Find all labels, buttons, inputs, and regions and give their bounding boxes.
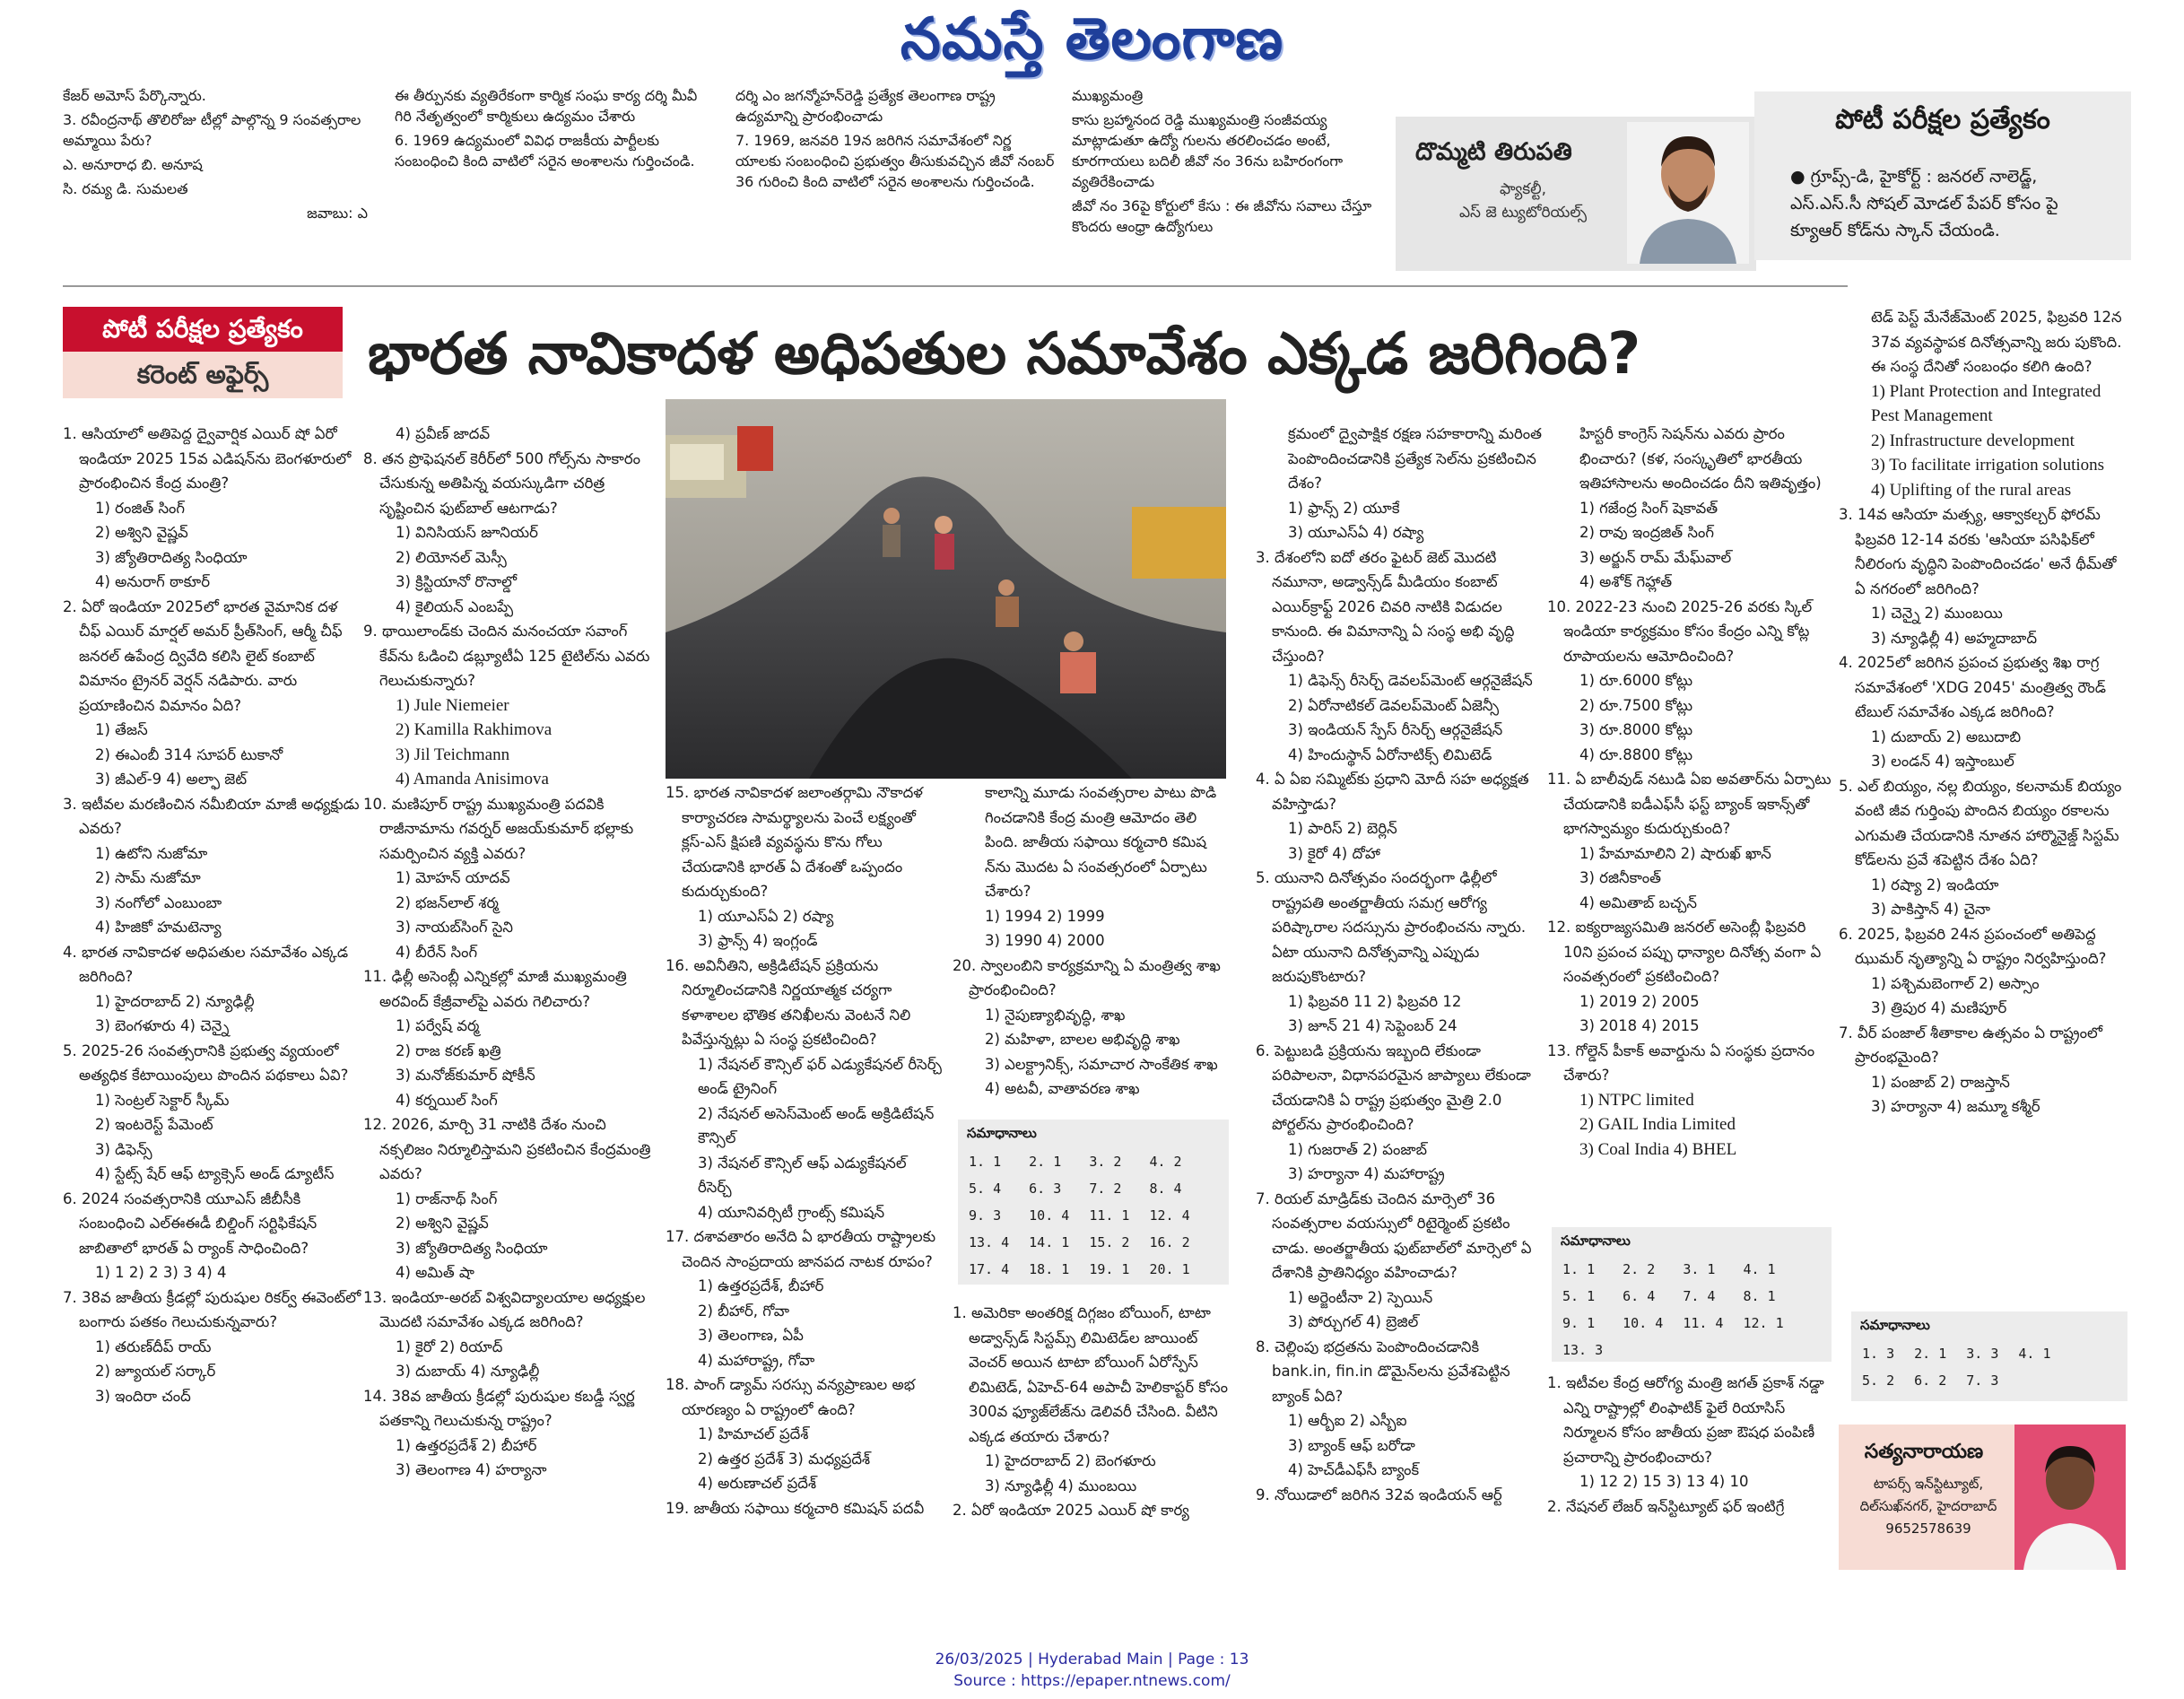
question-column-2 <box>363 422 664 1570</box>
option-text: 1) అర్జెంటీనా 2) స్పెయిన్ <box>1288 1288 1433 1306</box>
strip-text: 3. రవీంద్రనాథ్ తొలిరోజు టీల్లో పాల్గొన్న 9 సంవత్సరాల అమ్మాయి పేరు? <box>63 111 361 149</box>
option-text: టెడ్ పెస్ట్ మేనేజ్‌మెంట్ 2025, ఫిబ్రవరి 12న 37వ వ్యవస్థాపక దినోత్సవాన్ని జరు పుకొంది. ఈ సంస్థ దేనితో సంబంధం కలిగి ఉంది? <box>1871 309 2122 375</box>
option-text: 2) బీహార్, గోవా <box>698 1302 790 1320</box>
option-text: 3) హర్యానా 4) జమ్మూ కశ్మీర్ <box>1871 1098 2040 1115</box>
question-text: 6. పెట్టుబడి ప్రక్రియను ఇబ్బంది లేకుండా పరిపాలనా, విధానపరమైన జాప్యాలు లేకుండా చేయడానికి ఏ రాష్ట్ర ప్రభుత్వం మైత్రి 2.0 పోర్టల్‌ను ప్రారంభించింది? <box>1256 1041 1531 1133</box>
contributor-name: సత్యనారాయణ <box>1864 1441 1984 1463</box>
option-text: 4) బీరేన్ సింగ్ <box>396 943 478 961</box>
question-text: 6. 2025, ఫిబ్రవరి 24న ప్రపంచంలో అతిపెద్ద ఝుమర్ నృత్యాన్ని ఏ రాష్ట్రం నిర్వహిస్తుంది? <box>1839 925 2107 967</box>
option-text: 3) మనోజ్‌కుమార్ షోకీన్ <box>396 1067 535 1084</box>
option-text: 1) నైపుణ్యాభివృద్ధి, శాఖ <box>985 1006 1126 1024</box>
option-text: 4) అశోక్ గెహ్లాత్ <box>1579 573 1673 590</box>
answers-title: సమాధానాలు <box>967 1125 1037 1141</box>
answer-cell: 8. 1 <box>1743 1288 1776 1304</box>
source-url: Source : https://epaper.ntnews.com/ <box>953 1672 1231 1690</box>
answer-cell: 5. 1 <box>1562 1288 1596 1304</box>
answer-cell: 18. 1 <box>1029 1261 1070 1277</box>
option-text: 1) గుజరాత్ 2) పంజాబ్ <box>1288 1140 1428 1158</box>
option-text: 4) మహారాష్ట్ర, గోవా <box>698 1351 815 1369</box>
option-text: 3) పాకిస్తాన్ 4) చైనా <box>1871 901 1991 918</box>
answers-title: సమాధానాలు <box>1860 1317 1930 1333</box>
option-text: 1) పంజాబ్ 2) రాజస్తాన్ <box>1871 1073 2010 1091</box>
option-text: 3) నాయబ్‌సింగ్ సైని <box>396 919 513 936</box>
option-text: 1) దుబాయ్ 2) అబుదాబి <box>1871 728 2022 745</box>
answers-box-3 <box>1851 1311 2127 1401</box>
question-text: 18. పాంగ్ డ్యామ్ సరస్సు వన్యప్రాణుల అభ యారణ్యం ఏ రాష్ట్రంలో ఉంది? <box>666 1376 916 1418</box>
answer-cell: 10. 4 <box>1029 1207 1070 1224</box>
option-text: 4) స్టేట్స్ షేర్ ఆఫ్ ట్యాక్సెస్ అండ్ డ్యూటీస్ <box>95 1165 335 1182</box>
answer-cell: 3. 2 <box>1089 1154 1122 1170</box>
answer-cell: 20. 1 <box>1149 1261 1190 1277</box>
question-text: 15. భారత నావికాదళ జలాంతర్గామి నౌకాదళ కార్యాచరణ సామర్థ్యాలను పెంచే లక్ష్యంతో క్లస్-ఎస్ క్షిపణి వ్యవస్థను కొను గోలు చేయడానికి భారత్ ఏ దేశంతో ఒప్పందం కుదుర్చుకుంది? <box>666 784 923 900</box>
option-text: 2) జ్యూయల్ సర్కార్ <box>95 1363 216 1380</box>
option-text: 3) ఫ్రాన్స్ 4) ఇంగ్లండ్ <box>698 932 818 949</box>
option-text: 3) Coal India 4) BHEL <box>1579 1139 1737 1159</box>
option-text: 2) అశ్విని వైష్ణవ్ <box>396 1215 489 1232</box>
option-text: 2) సామ్ నుజోమా <box>95 869 201 886</box>
option-text: 4) హిజికో హమటెన్యా <box>95 919 222 936</box>
contributor-photo <box>2014 1425 2126 1570</box>
option-text: 1) 1994 2) 1999 <box>985 907 1105 925</box>
newspaper-title: నమస్తే తెలంగాణ <box>900 5 1284 73</box>
author-name: దొమ్మటి తిరుపతి <box>1415 138 1572 166</box>
option-text: 2) రాజ కరణ్ ఖత్రి <box>396 1041 501 1059</box>
option-text: 4) అటవీ, వాతావరణ శాఖ <box>985 1080 1140 1097</box>
option-text: 4) యూనివర్సిటీ గ్రాంట్స్ కమిషన్ <box>698 1203 885 1221</box>
answer-cell: 16. 2 <box>1149 1234 1190 1250</box>
option-text: 3) తెలంగాణ 4) హర్యానా <box>396 1461 547 1478</box>
question-text: 2. ఏరో ఇండియా 2025లో భారత వైమానిక దళ చీఫ్ ఎయిర్ మార్షల్ అమర్ ప్రీత్‌సింగ్, ఆర్మీ చీఫ్ జనరల్ ఉపేంద్ర ద్వివేది కలిసి లైట్ కంబాట్ విమానం ట్రైనర్ వెర్షన్ నడిపారు. వారు ప్రయాణించిన విమానం ఏది? <box>63 597 343 714</box>
option-text: 4) అమితాబ్ బచ్చన్ <box>1579 893 1697 911</box>
contributor-details <box>1839 1473 2018 1540</box>
answer-cell: 13. 3 <box>1562 1342 1604 1358</box>
option-text: 4) అరుణాచల్ ప్రదేశ్ <box>698 1475 817 1492</box>
option-text: 2) అశ్విని వైష్ణవ్ <box>95 524 188 541</box>
question-text: 17. దశావతారం అనేది ఏ భారతీయ రాష్ట్రాలకు చెందిన సాంప్రదాయ జానపద నాటక రూపం? <box>666 1228 936 1270</box>
answers-row <box>965 1256 1206 1283</box>
option-text: 3) ఇండియన్ స్పేస్ రీసెర్చ్ ఆర్గనైజేషన్ <box>1288 721 1503 738</box>
option-text: హిస్టరీ కాంగ్రెస్ సెషన్‌ను ఎవరు ప్రారం భించారు? (కళ, సంస్కృతిలో భారతీయ ఇతిహాసాలను అందించడం దీని ఇతివృత్తం) <box>1579 425 1822 492</box>
question-text: 5. ఎల్ బియ్యం, నల్ల బియ్యం, కలనామక్ బియ్యం వంటి జీవ గుర్తింపు పొందిన బియ్యం రకాలను ఎగుమతి చేయడానికి నూతన హార్మొనైజ్డ్ సిస్టమ్ కోడ్‌లను ప్రవే శపెట్టిన దేశం ఏది? <box>1839 777 2122 868</box>
answers-row <box>1559 1310 1800 1337</box>
answer-cell: 7. 4 <box>1683 1288 1716 1304</box>
option-text: 2) లియోనల్ మెస్సీ <box>396 548 507 566</box>
author-box <box>1396 117 1756 271</box>
answer-cell: 19. 1 <box>1089 1261 1130 1277</box>
question-text: 19. జాతీయ సఫాయి కర్మచారి కమిషన్ పదవీ <box>666 1499 925 1517</box>
option-text: 1) NTPC limited <box>1579 1090 1694 1110</box>
option-text: 3) న్యూఢిల్లీ 4) అహ్మదాబాద్ <box>1871 629 2038 647</box>
option-text: 2) ఏరోనాటికల్ డెవలప్‌మెంట్ ఏజెన్సీ <box>1288 696 1500 714</box>
answer-cell: 5. 2 <box>1862 1372 1895 1389</box>
page-footer <box>0 1649 2184 1692</box>
question-text: 10. 2022-23 నుంచి 2025-26 వరకు స్కిల్ ఇండియా కార్యక్రమం కోసం కేంద్రం ఎన్ని కోట్ల రూపాయలను ఆమోదించింది? <box>1547 597 1813 665</box>
option-text: 3) బెంగళూరు 4) చెన్నై <box>95 1017 230 1034</box>
option-text: 2) ఉత్తర ప్రదేశ్ 3) మధ్యప్రదేశ్ <box>698 1450 871 1468</box>
question-text: 1. ఆసియాలో అతిపెద్ద ద్వైవార్షిక ఎయిర్ షో ఏరో ఇండియా 2025 15వ ఎడిషన్‌ను బెంగళూరులో ప్రారంభించిన కేంద్ర మంత్రి? <box>63 425 352 492</box>
author-details <box>1415 178 1631 224</box>
option-text: 1) ఆర్బీఐ 2) ఎస్బీఐ <box>1288 1412 1407 1429</box>
option-text: 1) ఫిబ్రవరి 11 2) ఫిబ్రవరి 12 <box>1288 992 1462 1010</box>
answer-cell: 4. 1 <box>1743 1261 1776 1277</box>
answers-table <box>1858 1340 2067 1394</box>
option-text: 3) రూ.8000 కోట్లు <box>1579 721 1693 738</box>
answer-cell <box>1739 1337 1799 1364</box>
option-text: 2) ఇంటరెస్ట్ పేమెంట్ <box>95 1116 213 1133</box>
question-column-3 <box>666 780 944 1570</box>
question-text: 3. ఇటీవల మరణించిన నమీబియా మాజీ అధ్యక్షుడు ఎవరు? <box>63 795 360 837</box>
question-text: 13. గోల్డెన్ పీకాక్ అవార్డును ఏ సంస్థకు ప్రదానం చేశారు? <box>1547 1041 1815 1084</box>
question-text: 10. మణిపూర్ రాష్ట్ర ముఖ్యమంత్రి పదవికి రాజీనామాను గవర్నర్ అజయ్‌కుమార్ భల్లాకు సమర్పించిన వ్యక్తి ఎవరు? <box>363 795 634 862</box>
strip-text: కేజర్ అమోస్ పేర్కొన్నారు. <box>63 87 206 104</box>
answers-row <box>965 1202 1206 1229</box>
question-text: 7. రియల్ మాడ్రిడ్‌కు చెందిన మార్సెలో 36 సంవత్సరాల వయస్సులో రిటైర్మెంట్ ప్రకటిం చాడు. అంతర్జాతీయ ఫుట్‌బాల్‌లో మార్సెలో ఏ దేశానికి ప్రాతినిధ్యం వహించాడు? <box>1256 1189 1532 1281</box>
option-text: 3) జీఎల్-9 4) అల్ఫా జెట్ <box>95 771 248 788</box>
option-text: 4) కర్నయిల్ సింగ్ <box>396 1091 498 1109</box>
strip-text: ముఖ్యమంత్రి <box>1072 87 1144 104</box>
answer-cell: 2. 2 <box>1623 1261 1656 1277</box>
author-org: ఎస్ జె ట్యుటోరియల్స్ <box>1458 204 1588 222</box>
question-text: 2. నేషనల్ లేజర్ ఇన్‌స్టిట్యూట్ ఫర్ ఇంటిగ్రే <box>1547 1497 1785 1515</box>
option-text: 1) 1 2) 2 3) 3 4) 4 <box>95 1264 227 1281</box>
answer-cell: 9. 1 <box>1562 1315 1596 1331</box>
option-text: 3) డిఫెన్స్ <box>95 1140 152 1158</box>
promo-box <box>1754 91 2131 260</box>
answers-table <box>1559 1256 1800 1364</box>
answer-cell: 2. 1 <box>1914 1346 1947 1362</box>
option-text: 2) భజన్‌లాల్ శర్మ <box>396 893 499 911</box>
option-text: 2) ఈఎంబీ 314 సూపర్ టుకానో <box>95 745 283 763</box>
option-text: 1) నేషనల్ కౌన్సిల్ ఫర్ ఎడ్యుకేషనల్ రీసెర్చ్ అండ్ ట్రైనింగ్ <box>698 1055 942 1097</box>
option-text: 1) యూఎస్ఏ 2) రష్యా <box>698 907 834 925</box>
answers-box-2 <box>1552 1227 1832 1362</box>
question-text: 1. ఇటీవల కేంద్ర ఆరోగ్య మంత్రి జగత్ ప్రకాశ్ నడ్డా ఎన్ని రాష్ట్రాల్లో లింఫాటిక్ ఫైలే రియాసిస్ నిర్మూలన కోసం జాతీయ ప్రజా ఔషధ పంపిణీ ప్రచారాన్ని ప్రారంభించారు? <box>1547 1374 1824 1466</box>
question-text: 13. ఇండియా-అరబ్ విశ్వవిద్యాలయాల అధ్యక్షుల మొదటి సమావేశం ఎక్కడ జరిగింది? <box>363 1288 646 1330</box>
author-role: ఫ్యాకల్టీ, <box>1499 180 1547 198</box>
option-text: 4) Uplifting of the rural areas <box>1871 480 2072 500</box>
option-text: 1) తేజస్ <box>95 721 148 738</box>
option-text: 1) డిఫెన్స్ రీసెర్చ్ డెవలప్‌మెంట్ ఆర్గనైజేషన్ <box>1288 672 1533 689</box>
question-text: 20. స్వాలంబిని కార్యక్రమాన్ని ఏ మంత్రిత్వ శాఖ ప్రారంభించింది? <box>953 956 1221 998</box>
option-text: 1) మోహన్ యాదవ్ <box>396 869 510 886</box>
answer-cell: 12. 4 <box>1149 1207 1190 1224</box>
option-text: 3) ఎలక్ట్రానిక్స్, సమాచార సాంకేతిక శాఖ <box>985 1055 1218 1073</box>
option-text: 1) రంజిత్ సింగ్ <box>95 499 186 517</box>
answers-row <box>1559 1256 1800 1283</box>
question-text: 11. ఢిల్లీ అసెంబ్లీ ఎన్నికల్లో మాజీ ముఖ్యమంత్రి అరవింద్ కేజ్రీవాల్‌పై ఎవరు గెలిచారు? <box>363 968 627 1010</box>
answer-cell <box>2014 1367 2067 1394</box>
option-text: 1) కైరో 2) రియాద్ <box>396 1337 503 1355</box>
option-text: 3) కైరో 4) దోహా <box>1288 844 1380 862</box>
answer-cell: 13. 4 <box>969 1234 1010 1250</box>
strip-text: సి. రమ్య డి. సుమలత <box>63 180 188 197</box>
question-text: 7. వీర్ పంజాల్ శీతాకాల ఉత్సవం ఏ రాష్ట్రంలో ప్రారంభమైంది? <box>1839 1024 2102 1066</box>
question-text: 7. 38వ జాతీయ క్రీడల్లో పురుషుల రికర్వ్ ఈవెంట్‌లో బంగారు పతకం గెలుచుకున్నవారు? <box>63 1288 361 1330</box>
answer-cell: 8. 4 <box>1149 1181 1182 1197</box>
strip-text: జీవో నం 36పై కోర్టులో కేసు : ఈ జీవోను సవాలు చేస్తూ కొందరు ఆంధ్రా ఉద్యోగులు <box>1072 197 1372 235</box>
option-text: 3) అర్జున్ రామ్ మేఘ్‌వాల్ <box>1579 548 1732 566</box>
answers-row <box>1559 1337 1800 1364</box>
option-text: 1) రూ.6000 కోట్లు <box>1579 672 1693 689</box>
answer-cell: 5. 4 <box>969 1181 1002 1197</box>
question-text: 2. ఏరో ఇండియా 2025 ఎయిర్ షో కార్య <box>953 1502 1189 1519</box>
option-text: 3) హర్యానా 4) మహారాష్ట్ర <box>1288 1165 1445 1182</box>
answer-cell: 4. 2 <box>1149 1154 1182 1170</box>
option-text: కాలాన్ని మూడు సంవత్సరాల పాటు పొడి గించడానికి కేంద్ర మంత్రి ఆమోదం తెలి పింది. జాతీయ సఫాయి కర్మచారి కమిష న్‌ను మొదట ఏ సంవత్సరంలో ఏర్పాటు చేశారు? <box>985 784 1217 900</box>
divider <box>63 285 1848 287</box>
option-text: 1) ఉటోని నుజోమా <box>95 844 208 862</box>
promo-title: పోటీ పరీక్షల ప్రత్యేకం <box>1835 104 2050 135</box>
option-text: 1) ఉత్తరప్రదేశ్, బీహార్ <box>698 1277 824 1294</box>
question-text: 8. చెల్లింపు భద్రతను పెంపొందించడానికి bank.in, fin.in డొమైన్‌లను ప్రవేశపెట్టిన బ్యాంక్ ఏది? <box>1256 1337 1510 1405</box>
option-text: 4) రూ.8800 కోట్లు <box>1579 745 1693 763</box>
option-text: 2) Infrastructure development <box>1871 431 2075 450</box>
answer-cell: 11. 1 <box>1089 1207 1130 1224</box>
answer-cell: 10. 4 <box>1623 1315 1664 1331</box>
option-text: 4) హెచ్‌డీఎఫ్‌సీ బ్యాంక్ <box>1288 1461 1420 1478</box>
answer-cell: 1. 1 <box>1562 1261 1596 1277</box>
option-text: 2) మహిళా, బాలల అభివృద్ధి శాఖ <box>985 1031 1180 1048</box>
option-text: 3) జూన్ 21 4) సెప్టెంబర్ 24 <box>1288 1017 1457 1034</box>
option-text: 3) జ్యోతిరాదిత్య సింధియా <box>95 548 248 566</box>
question-text: 8. తన ప్రొఫెషనల్ కెరీర్‌లో 500 గోల్స్‌ను సాకారం చేసుకున్న అతిపిన్న వయస్కుడిగా చరిత్ర సృష్టించిన ఫుట్‌బాల్ ఆటగాడు? <box>363 449 640 517</box>
option-text: 1) సెంట్రల్ సెక్టార్ స్కీమ్ <box>95 1091 230 1109</box>
strip-col-3 <box>735 85 1058 269</box>
strip-text: జవాబు: ఎ <box>307 205 368 222</box>
question-text: 3. 14వ ఆసియా మత్స్య, ఆక్వాకల్చర్ ఫోరమ్ ఫిబ్రవరి 12-14 వరకు 'ఆసియా పసిఫిక్‌లో నీలిరంగు వృద్ధిని పెంపొందించడం' అనే థీమ్‌తో ఏ నగరంలో జరిగింది? <box>1839 506 2117 597</box>
answer-cell: 9. 3 <box>969 1207 1002 1224</box>
option-text: 3) న్యూఢిల్లీ 4) ముంబయి <box>985 1477 1137 1494</box>
option-text: 2) రూ.7500 కోట్లు <box>1579 696 1693 714</box>
contributor-box <box>1839 1425 2126 1570</box>
option-text: 1) పారిస్ 2) బెర్లిన్ <box>1288 820 1397 837</box>
option-text: 4) Amanda Anisimova <box>396 770 549 789</box>
strip-text: ఈ తీర్పునకు వ్యతిరేకంగా కార్మిక సంఘ కార్య దర్శి మీవీ గిరి నేతృత్వంలో కార్మికులు ఉద్యమం చేశారు <box>395 87 698 125</box>
option-text: 1) హైదరాబాద్ 2) న్యూఢిల్లీ <box>95 992 255 1010</box>
option-text: 1) గజేంద్ర సింగ్ షెకావత్ <box>1579 499 1718 517</box>
option-text: 3) బ్యాంక్ ఆఫ్ బరోడా <box>1288 1436 1415 1454</box>
option-text: 3) యూఎస్ఏ 4) రష్యా <box>1288 524 1424 541</box>
masthead <box>0 0 2184 85</box>
option-text: 3) తెలంగాణ, ఏపీ <box>698 1327 804 1344</box>
question-text: 14. 38వ జాతీయ క్రీడల్లో పురుషుల కబడ్డీ స్వర్ణ పతకాన్ని గెలుచుకున్న రాష్ట్రం? <box>363 1387 635 1429</box>
question-text: 11. ఏ బాలీవుడ్ నటుడి ఏఐ అవతార్‌ను ఏర్పాటు చేయడానికి ఐడీఎఫ్‌సీ ఫస్ట్ బ్యాంక్ ఇకాన్స్‌తో భాగస్వామ్యం కుదుర్చుకుంది? <box>1547 771 1832 837</box>
answers-row <box>1559 1283 1800 1310</box>
question-text: 4. భారత నావికాదళ అధిపతుల సమావేశం ఎక్కడ జరిగింది? <box>63 943 349 985</box>
option-text: 1) Plant Protection and Integrated Pest Management <box>1871 381 2101 425</box>
option-text: 3) ఇందిరా చంద్ <box>95 1387 191 1405</box>
answers-row <box>965 1175 1206 1202</box>
question-text: 6. 2024 సంవత్సరానికి యూఎస్ జీబీసీకి సంబంధించి ఎల్ఈఈడీ బిల్డింగ్ సర్టిఫికేషన్ జాబితాలో భారత్ ఏ ర్యాంక్ సాధించింది? <box>63 1189 318 1257</box>
option-text: 1) పర్వేష్ వర్మ <box>396 1017 480 1034</box>
question-text: 4. ఏ ఏఐ సమ్మిట్‌కు ప్రధాని మోదీ సహ అధ్యక్షత వహిస్తాడు? <box>1256 771 1529 813</box>
answer-cell: 7. 3 <box>1966 1372 1999 1389</box>
answer-cell: 11. 4 <box>1683 1315 1724 1331</box>
option-text: 1) ఫ్రాన్స్ 2) యూకే <box>1288 499 1400 517</box>
option-text: 1) వినిసియస్ జూనియర్ <box>396 524 538 541</box>
option-text: 2) రావు ఇంద్రజిత్ సింగ్ <box>1579 524 1714 541</box>
option-text: 3) జ్యోతిరాదిత్య సింధియా <box>396 1239 548 1257</box>
strip-col-4 <box>1072 85 1386 269</box>
answer-cell: 17. 4 <box>969 1261 1010 1277</box>
question-text: 12. 2026, మార్చి 31 నాటికి దేశం నుంచి నక్సలిజం నిర్మూలిస్తామని ప్రకటించిన కేంద్రమంత్రి ఎవరు? <box>363 1116 651 1182</box>
option-text: 3) 2018 4) 2015 <box>1579 1017 1700 1034</box>
option-text: 1) హైదరాబాద్ 2) బెంగళూరు <box>985 1452 1156 1469</box>
question-text: 16. అవినీతిని, అక్రిడిటేషన్ ప్రక్రియను నిర్మూలించడానికి నిర్ణయాత్మక చర్యగా కళాశాలల భౌతిక తనిఖీలను వెంటనే నిలి పివేస్తున్నట్లు ఏ సంస్థ ప్రకటించింది? <box>666 956 911 1048</box>
question-column-1 <box>63 422 363 1570</box>
strip-col-2 <box>395 85 718 269</box>
headline: భారత నావికాదళ అధిపతుల సమావేశం ఎక్కడ జరిగింది? <box>368 321 1641 388</box>
contributor-phone: 9652578639 <box>1885 1520 1971 1537</box>
answer-cell <box>1679 1337 1739 1364</box>
answer-cell <box>1619 1337 1679 1364</box>
option-text: 1) రాజ్‌నాథ్ సింగ్ <box>396 1189 498 1207</box>
question-column-5 <box>1256 422 1543 1570</box>
answer-cell: 1. 3 <box>1862 1346 1895 1362</box>
option-text: 2) GAIL India Limited <box>1579 1115 1736 1134</box>
option-text: 3) నేషనల్ కౌన్సిల్ ఆఫ్ ఎడ్యుకేషనల్ రీసెర్చ్ <box>698 1154 907 1196</box>
question-text: 3. దేశంలోని ఐదో తరం ఫైటర్ జెట్ మొదటి నమూనా, అడ్వాన్స్‌డ్ మీడియం కంబాట్ ఎయిర్‌క్రాఫ్ట్ 2026 చివరి నాటికి విడుదల కానుంది. ఈ విమానాన్ని ఏ సంస్థ అభి వృద్ధి చేస్తుంది? <box>1256 548 1515 665</box>
option-text: 3) లండన్ 4) ఇస్తాంబుల్ <box>1871 753 2014 770</box>
option-text: 3) రజినీకాంత్ <box>1579 869 1661 886</box>
answers-row <box>1858 1340 2067 1367</box>
option-text: 1) రష్యా 2) ఇండియా <box>1871 876 1999 893</box>
section-subtag: కరెంట్ అఫైర్స్ <box>63 352 343 398</box>
option-text: 3) నంగోలో ఎంబుంబా <box>95 893 222 911</box>
answers-row <box>1858 1367 2067 1394</box>
promo-text: ● గ్రూప్స్-డి, హైకోర్ట్ : జనరల్ నాలెడ్జ్, ఎస్.ఎస్.సీ సోషల్ మోడల్ పేపర్ కోసం పై క్యూఆర్ కోడ్‌ను స్కాన్ చేయండి. <box>1790 167 2058 240</box>
question-column-7 <box>1839 305 2130 1305</box>
question-text: 4. 2025లో జరిగిన ప్రపంచ ప్రభుత్వ శిఖ రాగ్ర సమావేశంలో 'XDG 2045' మంత్రిత్వ రౌండ్ టేబుల్ సమావేశం ఎక్కడ జరిగింది? <box>1839 654 2107 720</box>
question-text: 9. నోయిడాలో జరిగిన 32వ ఇండియన్ ఆర్ట్ <box>1256 1486 1502 1503</box>
option-text: 1) హిమాచల్ ప్రదేశ్ <box>698 1425 809 1442</box>
answer-cell: 6. 4 <box>1623 1288 1656 1304</box>
question-text: 9. థాయిలాండ్‌కు చెందిన మనంచయా సవాంగ్ కేవ్‌ను ఓడించి డబ్ల్యూటీఏ 125 టైటిల్‌ను ఎవరు గెలుచుకున్నారు? <box>363 623 650 689</box>
option-text: 2) నేషనల్ అసెస్‌మెంట్ అండ్ అక్రిడిటేషన్ కౌన్సిల్ <box>698 1104 935 1146</box>
option-text: 3) 1990 4) 2000 <box>985 932 1105 949</box>
option-text: 1) పశ్చిమబెంగాల్ 2) అస్సాం <box>1871 974 2040 992</box>
strip-text: ఎ. అనూరాధ బి. అనూష <box>63 156 203 173</box>
section-tag: పోటీ పరీక్షల ప్రత్యేకం <box>63 307 343 352</box>
edition-info: 26/03/2025 | Hyderabad Main | Page : 13 <box>935 1651 1249 1669</box>
option-text: 1) 12 2) 15 3) 13 4) 10 <box>1579 1473 1749 1490</box>
option-text: 4) అనురాగ్ ఠాకూర్ <box>95 573 210 590</box>
question-text: 5. యునాని దినోత్సవం సందర్భంగా ఢిల్లీలో రాష్ట్రపతి అంతర్జాతీయ సమగ్ర ఆరోగ్య పరిష్కారాల సదస్సును ప్రారంభించను న్నారు. ఏటా యునాని దినోత్సవాన్ని ఎప్పుడు జరుపుకొంటారు? <box>1256 869 1527 985</box>
question-column-4-bottom <box>953 1301 1231 1570</box>
answer-cell: 14. 1 <box>1029 1234 1070 1250</box>
answer-cell: 6. 2 <box>1914 1372 1947 1389</box>
option-text: 4) హిందుస్థాన్ ఏరోనాటిక్స్ లిమిటెడ్ <box>1288 745 1492 763</box>
option-text: 4) ప్రవీణ్ జాదవ్ <box>396 425 491 442</box>
option-text: 1) హేమామాలిని 2) షారుఖ్ ఖాన్ <box>1579 844 1771 862</box>
question-column-6 <box>1547 422 1834 1229</box>
strip-text: దర్శి ఎం జగన్మోహన్‌రెడ్డి ప్రత్యేక తెలంగాణ రాష్ట్ర ఉద్యమాన్ని ప్రారంభించాడు <box>735 87 996 125</box>
option-text: 1) చెన్నై 2) ముంబయి <box>1871 605 2003 622</box>
option-text: 3) పోర్చుగల్ 4) బ్రెజిల్ <box>1288 1313 1419 1330</box>
coal-workers-photo <box>666 399 1226 779</box>
question-text: 1. అమెరికా అంతరిక్ష దిగ్గజం బోయింగ్, టాటా అడ్వాన్స్‌డ్ సిస్టమ్స్ లిమిటెడ్‌ల జాయింట్ వెంచర్ అయిన టాటా బోయింగ్ ఏరోస్పేస్ లిమిటెడ్, ఏహెచ్-64 అపాచీ హెలికాప్టర్ కోసం 300వ ఫ్యూజ్‌లేజ్‌ను డెలివరీ చేసింది. వీటిని ఎక్కడ తయారు చేశారు? <box>953 1304 1228 1445</box>
answers-table <box>965 1148 1206 1283</box>
option-text: 3) క్రిస్టియానో రొనాల్డో <box>396 573 518 590</box>
strip-col-1 <box>63 85 368 269</box>
option-text: 3) దుబాయ్ 4) న్యూఢిల్లీ <box>396 1363 540 1380</box>
option-text: 1) Jule Niemeier <box>396 695 509 715</box>
answer-cell: 2. 1 <box>1029 1154 1062 1170</box>
option-text: 1) 2019 2) 2005 <box>1579 992 1700 1010</box>
answer-cell: 3. 3 <box>1966 1346 1999 1362</box>
question-text: 5. 2025-26 సంవత్సరానికి ప్రభుత్వ వ్యయంలో అత్యధిక కేటాయింపులు పొందిన పథకాలు ఏవి? <box>63 1041 349 1084</box>
answer-cell: 12. 1 <box>1743 1315 1784 1331</box>
option-text: 3) త్రిపుర 4) మణిపూర్ <box>1871 999 2007 1016</box>
answers-row <box>965 1229 1206 1256</box>
question-text: 12. ఐక్యరాజ్యసమితి జనరల్ అసెంబ్లీ ఫిబ్రవరి 10ని ప్రపంచ పప్పు ధాన్యాల దినోత్స వంగా ఏ సంవత్సరంలో ప్రకటించింది? <box>1547 919 1822 985</box>
option-text: 1) తరుణ్‌దీప్ రాయ్ <box>95 1337 212 1355</box>
option-text: క్రమంలో ద్వైపాక్షిక రక్షణ సహకారాన్ని మరింత పెంపొందించడానికి ప్రత్యేక సెల్‌ను ప్రకటించిన దేశం? <box>1288 425 1542 492</box>
author-photo <box>1627 122 1749 264</box>
contributor-location: దిల్‌సుఖ్‌నగర్, హైదరాబాద్ <box>1859 1498 1997 1514</box>
option-text: 1) ఉత్తరప్రదేశ్ 2) బీహార్ <box>396 1436 537 1454</box>
question-column-6-bottom <box>1547 1371 1834 1570</box>
option-text: 3) To facilitate irrigation solutions <box>1871 456 2105 475</box>
option-text: 4) అమిత్ షా <box>396 1264 474 1281</box>
answer-cell: 7. 2 <box>1089 1181 1122 1197</box>
strip-text: 7. 1969, జనవరి 19న జరిగిన సమావేశంలో నిర్ణ యాలకు సంబంధించి ప్రభుత్వం తీసుకువచ్చిన జీవో నంబర్ 36 గురించి కింది వాటిలో సరైన అంశాలను గుర్తించండి. <box>735 132 1055 190</box>
strip-text: 6. 1969 ఉద్యమంలో వివిధ రాజకీయ పార్టీలకు సంబంధించి కింది వాటిలో సరైన అంశాలను గుర్తించండి. <box>395 132 695 170</box>
answers-box-1 <box>958 1120 1229 1285</box>
option-text: 3) Jil Teichmann <box>396 745 510 764</box>
answer-cell: 6. 3 <box>1029 1181 1062 1197</box>
option-text: 4) కైలియన్ ఎంబప్పే <box>396 597 514 615</box>
answer-cell: 4. 1 <box>2018 1346 2051 1362</box>
answer-cell: 1. 1 <box>969 1154 1002 1170</box>
strip-text: కాసు బ్రహ్మానంద రెడ్డి ముఖ్యమంత్రి సంజీవయ్య మాట్లాడుతూ ఉద్యో గులను తరలించడం అంటే, కూరగాయలు బదిలీ జీవో నం 36ను బహిరంగంగా వ్యతిరేకించాడు <box>1072 111 1344 190</box>
answers-title: సమాధానాలు <box>1561 1233 1631 1249</box>
answer-cell: 3. 1 <box>1683 1261 1716 1277</box>
contributor-institute: టాపర్స్ ఇన్‌స్టిట్యూట్, <box>1873 1476 1984 1492</box>
option-text: 2) Kamilla Rakhimova <box>396 720 553 739</box>
answers-row <box>965 1148 1206 1175</box>
answer-cell: 15. 2 <box>1089 1234 1130 1250</box>
